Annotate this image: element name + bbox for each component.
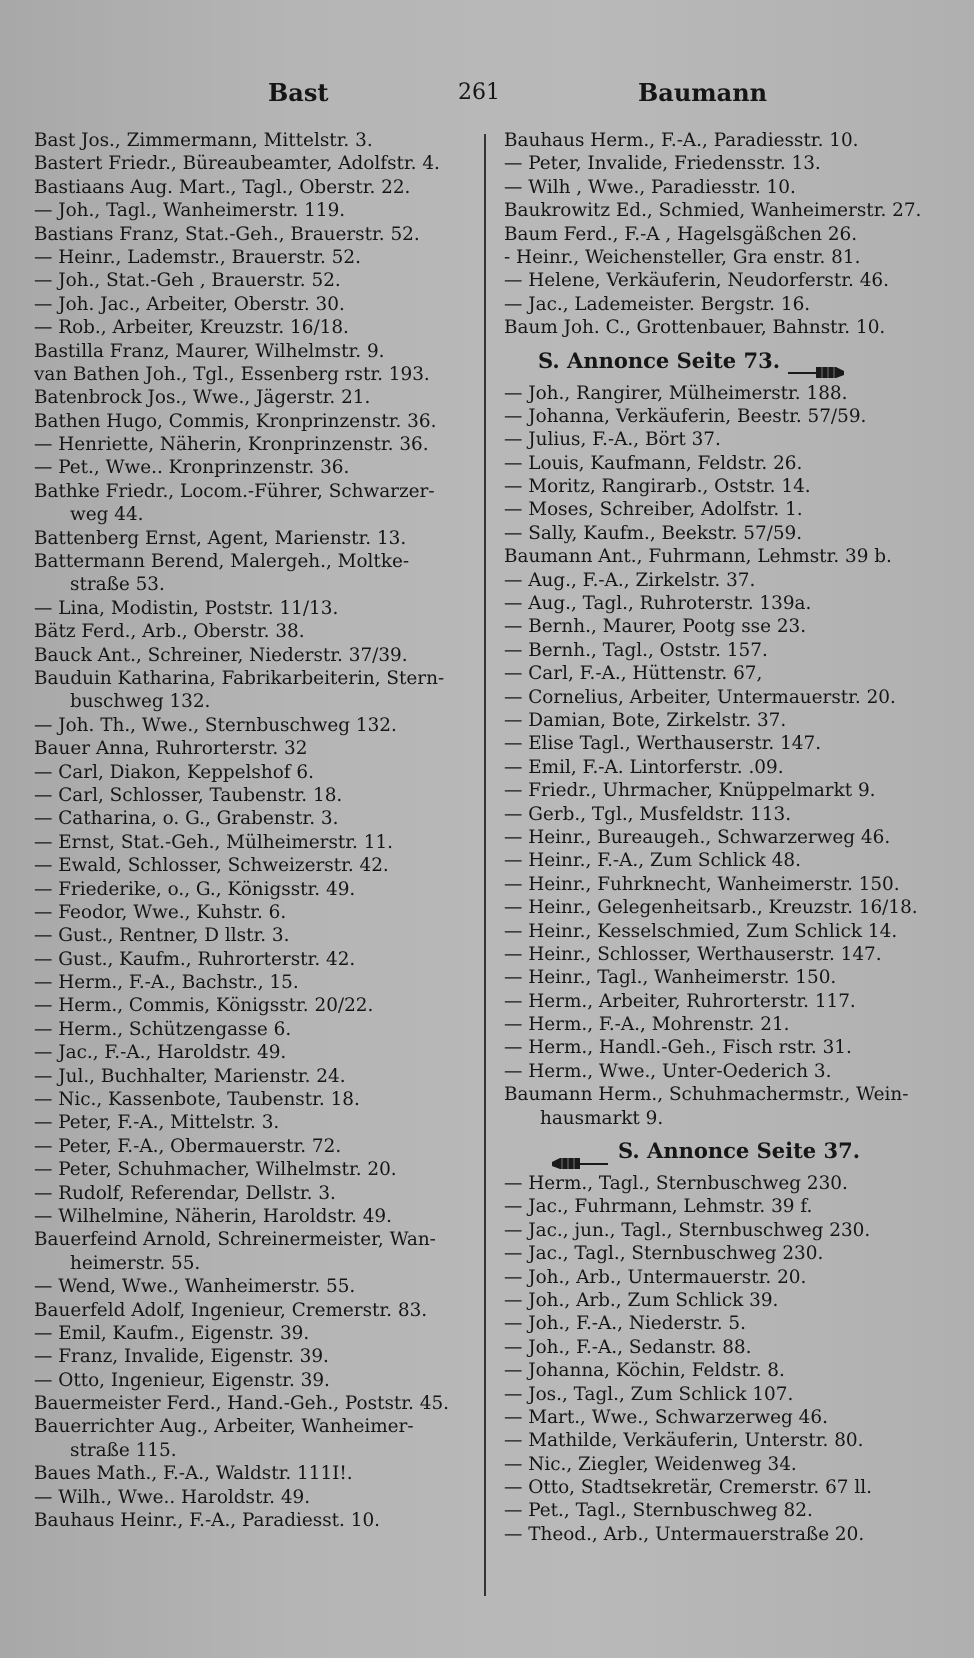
directory-entry: — Heinr., Fuhrknecht, Wanheimerstr. 150. xyxy=(504,873,900,895)
directory-entry: — Moritz, Rangirarb., Oststr. 14. xyxy=(504,476,811,498)
entry-continuation: heimerstr. 55. xyxy=(70,1252,201,1274)
directory-entry: — Joh. Th., Wwe., Sternbuschweg 132. xyxy=(34,714,397,736)
directory-entry: — Nic., Ziegler, Weidenweg 34. xyxy=(504,1453,797,1475)
directory-entry: — Emil, Kaufm., Eigenstr. 39. xyxy=(34,1322,310,1344)
directory-entry: — Gerb., Tgl., Musfeldstr. 113. xyxy=(504,803,792,825)
directory-entry: — Lina, Modistin, Poststr. 11/13. xyxy=(34,597,339,619)
directory-entry: — Joh., Tagl., Wanheimerstr. 119. xyxy=(34,200,346,222)
directory-entry: Bauerfeld Adolf, Ingenieur, Cremerstr. 83. xyxy=(34,1299,428,1321)
directory-entry: Bauerfeind Arnold, Schreinermeister, Wan- xyxy=(34,1229,436,1251)
entry-continuation: straße 53. xyxy=(70,574,165,596)
directory-entry: Battenberg Ernst, Agent, Marienstr. 13. xyxy=(34,527,407,549)
directory-entry: — Joh., Stat.-Geh , Brauerstr. 52. xyxy=(34,270,341,292)
directory-entry: Bauer Anna, Ruhrorterstr. 32 xyxy=(34,738,308,760)
directory-entry: — Carl, Schlosser, Taubenstr. 18. xyxy=(34,784,343,806)
directory-entry: — Theod., Arb., Untermauerstraße 20. xyxy=(504,1523,865,1545)
directory-entry: - Heinr., Weichensteller, Gra enstr. 81. xyxy=(504,246,861,268)
directory-entry: — Jac., Tagl., Sternbuschweg 230. xyxy=(504,1243,824,1265)
directory-entry: — Joh., Arb., Zum Schlick 39. xyxy=(504,1289,779,1311)
directory-entry: — Heinr., Lademstr., Brauerstr. 52. xyxy=(34,246,361,268)
directory-entry: — Pet., Wwe.. Kronprinzenstr. 36. xyxy=(34,457,350,479)
directory-entry: — Emil, F.-A. Lintorferstr. .09. xyxy=(504,756,784,778)
directory-entry: Bast Jos., Zimmermann, Mittelstr. 3. xyxy=(34,130,373,151)
directory-entry: — Rudolf, Referendar, Dellstr. 3. xyxy=(34,1182,336,1204)
directory-entry: Baum Ferd., F.-A , Hagelsgäßchen 26. xyxy=(504,223,858,245)
directory-entry: — Joh., F.-A., Sedanstr. 88. xyxy=(504,1336,752,1358)
directory-entry: — Herm., Wwe., Unter-Oederich 3. xyxy=(504,1060,832,1082)
directory-entry: Bauerrichter Aug., Arbeiter, Wanheimer- xyxy=(34,1416,414,1438)
directory-entry: Bathen Hugo, Commis, Kronprinzenstr. 36. xyxy=(34,410,437,432)
directory-entry: — Nic., Kassenbote, Taubenstr. 18. xyxy=(34,1089,360,1111)
directory-entry: Bauhaus Herm., F.-A., Paradiesstr. 10. xyxy=(504,130,859,151)
directory-entry: — Julius, F.-A., Bört 37. xyxy=(504,429,721,451)
directory-entry: — Heinr., Schlosser, Werthauserstr. 147. xyxy=(504,943,882,965)
directory-entry: — Peter, F.-A., Obermauerstr. 72. xyxy=(34,1135,342,1157)
directory-entry: — Joh., F.-A., Niederstr. 5. xyxy=(504,1313,746,1335)
directory-entry: — Friederike, o., G., Königsstr. 49. xyxy=(34,878,356,900)
annonce-text: S. Annonce Seite 37. xyxy=(618,1138,861,1164)
directory-entry: — Jul., Buchhalter, Marienstr. 24. xyxy=(34,1065,346,1087)
directory-entry: — Peter, F.-A., Mittelstr. 3. xyxy=(34,1112,280,1134)
page-number: 261 xyxy=(458,80,500,105)
directory-entry: — Mart., Wwe., Schwarzerweg 46. xyxy=(504,1406,828,1428)
directory-entry: — Joh., Arb., Untermauerstr. 20. xyxy=(504,1266,807,1288)
directory-entry: — Carl, Diakon, Keppelshof 6. xyxy=(34,761,314,783)
directory-entry: — Rob., Arbeiter, Kreuzstr. 16/18. xyxy=(34,317,349,339)
pointing-hand-icon xyxy=(548,1144,610,1162)
right-column xyxy=(504,129,934,1546)
directory-entry: — Bernh., Maurer, Pootg sse 23. xyxy=(504,616,807,638)
directory-entry: — Helene, Verkäuferin, Neudorferstr. 46. xyxy=(504,270,889,292)
directory-entry: — Jac., Lademeister. Bergstr. 16. xyxy=(504,293,811,315)
directory-entry: — Otto, Ingenieur, Eigenstr. 39. xyxy=(34,1369,330,1391)
directory-entry: Bastians Franz, Stat.-Geh., Brauerstr. 52. xyxy=(34,223,420,245)
directory-entry: — Wend, Wwe., Wanheimerstr. 55. xyxy=(34,1276,356,1298)
directory-entry: — Aug., Tagl., Ruhroterstr. 139a. xyxy=(504,593,812,615)
directory-entry: — Carl, F.-A., Hüttenstr. 67, xyxy=(504,663,763,685)
directory-entry: — Heinr., Kesselschmied, Zum Schlick 14. xyxy=(504,920,898,942)
left-column xyxy=(34,129,470,1532)
directory-entry: Bastiaans Aug. Mart., Tagl., Oberstr. 22. xyxy=(34,176,411,198)
directory-entry: — Mathilde, Verkäuferin, Unterstr. 80. xyxy=(504,1430,864,1452)
directory-entry: Bauermeister Ferd., Hand.-Geh., Poststr. 45. xyxy=(34,1393,449,1415)
directory-entry: — Catharina, o. G., Grabenstr. 3. xyxy=(34,808,339,830)
directory-entry: — Herm., F.-A., Mohrenstr. 21. xyxy=(504,1014,790,1036)
directory-entry: — Moses, Schreiber, Adolfstr. 1. xyxy=(504,499,803,521)
directory-entry: — Herm., Tagl., Sternbuschweg 230. xyxy=(504,1173,848,1195)
directory-entry: — Wilhelmine, Näherin, Haroldstr. 49. xyxy=(34,1205,392,1227)
directory-entry: — Herm., Schützengasse 6. xyxy=(34,1018,292,1040)
directory-entry: Bastert Friedr., Büreaubeamter, Adolfstr. 4. xyxy=(34,153,440,175)
directory-entry: — Peter, Schuhmacher, Wilhelmstr. 20. xyxy=(34,1159,397,1181)
directory-entry: — Franz, Invalide, Eigenstr. 39. xyxy=(34,1346,329,1368)
directory-entry: — Gust., Rentner, D llstr. 3. xyxy=(34,925,290,947)
directory-entry: Bauduin Katharina, Fabrikarbeiterin, Stern- xyxy=(34,667,445,689)
directory-entry: — Heinr., Tagl., Wanheimerstr. 150. xyxy=(504,967,837,989)
directory-entry: Bauhaus Heinr., F.-A., Paradiesst. 10. xyxy=(34,1510,380,1532)
directory-entry: Bauck Ant., Schreiner, Niederstr. 37/39. xyxy=(34,644,408,666)
directory-entry: Baum Joh. C., Grottenbauer, Bahnstr. 10. xyxy=(504,317,886,339)
directory-entry: — Peter, Invalide, Friedensstr. 13. xyxy=(504,153,821,175)
entry-continuation: hausmarkt 9. xyxy=(540,1107,664,1129)
directory-entry: — Joh. Jac., Arbeiter, Oberstr. 30. xyxy=(34,293,345,315)
directory-entry: — Heinr., Bureaugeh., Schwarzerweg 46. xyxy=(504,826,891,848)
directory-entry: Baumann Herm., Schuhmachermstr., Wein- xyxy=(504,1084,909,1106)
annonce-text: S. Annonce Seite 73. xyxy=(538,347,781,373)
directory-entry: — Wilh., Wwe.. Haroldstr. 49. xyxy=(34,1486,311,1508)
directory-entry: Battermann Berend, Malergeh., Moltke- xyxy=(34,551,410,573)
directory-entry: Baukrowitz Ed., Schmied, Wanheimerstr. 27. xyxy=(504,200,922,222)
directory-entry: — Ernst, Stat.-Geh., Mülheimerstr. 11. xyxy=(34,831,393,853)
directory-entry: — Johanna, Köchin, Feldstr. 8. xyxy=(504,1360,785,1382)
annonce-reference xyxy=(504,340,934,382)
directory-entry: Baues Math., F.-A., Waldstr. 111I!. xyxy=(34,1463,353,1485)
directory-entry: — Jos., Tagl., Zum Schlick 107. xyxy=(504,1383,794,1405)
annonce-reference xyxy=(504,1130,934,1172)
directory-entry: — Friedr., Uhrmacher, Knüppelmarkt 9. xyxy=(504,780,876,802)
directory-entry: — Louis, Kaufmann, Feldstr. 26. xyxy=(504,452,803,474)
column-divider xyxy=(484,134,486,1596)
directory-entry: — Herm., Handl.-Geh., Fisch rstr. 31. xyxy=(504,1037,852,1059)
directory-entry: — Jac., jun., Tagl., Sternbuschweg 230. xyxy=(504,1219,871,1241)
directory-entry: — Johanna, Verkäuferin, Beestr. 57/59. xyxy=(504,405,867,427)
header-left-keyword: Bast xyxy=(268,78,329,107)
directory-entry: — Herm., F.-A., Bachstr., 15. xyxy=(34,972,299,994)
directory-entry: — Henriette, Näherin, Kronprinzenstr. 36. xyxy=(34,434,429,456)
entry-continuation: straße 115. xyxy=(70,1439,177,1461)
directory-entry: Batenbrock Jos., Wwe., Jägerstr. 21. xyxy=(34,387,371,409)
directory-entry: — Bernh., Tagl., Oststr. 157. xyxy=(504,639,768,661)
directory-entry: — Aug., F.-A., Zirkelstr. 37. xyxy=(504,569,756,591)
directory-entry: — Pet., Tagl., Sternbuschweg 82. xyxy=(504,1500,813,1522)
page-header xyxy=(0,78,974,118)
directory-entry: — Elise Tagl., Werthauserstr. 147. xyxy=(504,733,822,755)
directory-entry: — Sally, Kaufm., Beekstr. 57/59. xyxy=(504,522,803,544)
directory-entry: van Bathen Joh., Tgl., Essenberg rstr. 193. xyxy=(34,363,430,385)
directory-entry: — Herm., Commis, Königsstr. 20/22. xyxy=(34,995,374,1017)
entry-continuation: buschweg 132. xyxy=(70,691,211,713)
directory-entry: Bastilla Franz, Maurer, Wilhelmstr. 9. xyxy=(34,340,385,362)
directory-entry: — Cornelius, Arbeiter, Untermauerstr. 20. xyxy=(504,686,896,708)
directory-entry: Bathke Friedr., Locom.-Führer, Schwarzer- xyxy=(34,480,435,502)
directory-entry: — Jac., F.-A., Haroldstr. 49. xyxy=(34,1042,287,1064)
directory-entry: Baumann Ant., Fuhrmann, Lehmstr. 39 b. xyxy=(504,546,892,568)
header-right-keyword: Baumann xyxy=(638,78,768,107)
directory-entry: — Jac., Fuhrmann, Lehmstr. 39 f. xyxy=(504,1196,813,1218)
entry-continuation: weg 44. xyxy=(70,504,144,526)
directory-entry: — Damian, Bote, Zirkelstr. 37. xyxy=(504,709,787,731)
directory-entry: — Heinr., Gelegenheitsarb., Kreuzstr. 16/18. xyxy=(504,897,918,919)
directory-entry: — Gust., Kaufm., Ruhrorterstr. 42. xyxy=(34,948,356,970)
directory-entry: — Joh., Rangirer, Mülheimerstr. 188. xyxy=(504,382,848,404)
pointing-hand-icon xyxy=(786,353,848,371)
directory-entry: — Feodor, Wwe., Kuhstr. 6. xyxy=(34,901,287,923)
directory-entry: — Heinr., F.-A., Zum Schlick 48. xyxy=(504,850,801,872)
directory-entry: — Herm., Arbeiter, Ruhrorterstr. 117. xyxy=(504,990,856,1012)
directory-entry: — Wilh , Wwe., Paradiesstr. 10. xyxy=(504,176,796,198)
directory-entry: — Ewald, Schlosser, Schweizerstr. 42. xyxy=(34,855,389,877)
directory-entry: Bätz Ferd., Arb., Oberstr. 38. xyxy=(34,621,305,643)
directory-entry: — Otto, Stadtsekretär, Cremerstr. 67 ll. xyxy=(504,1477,872,1499)
